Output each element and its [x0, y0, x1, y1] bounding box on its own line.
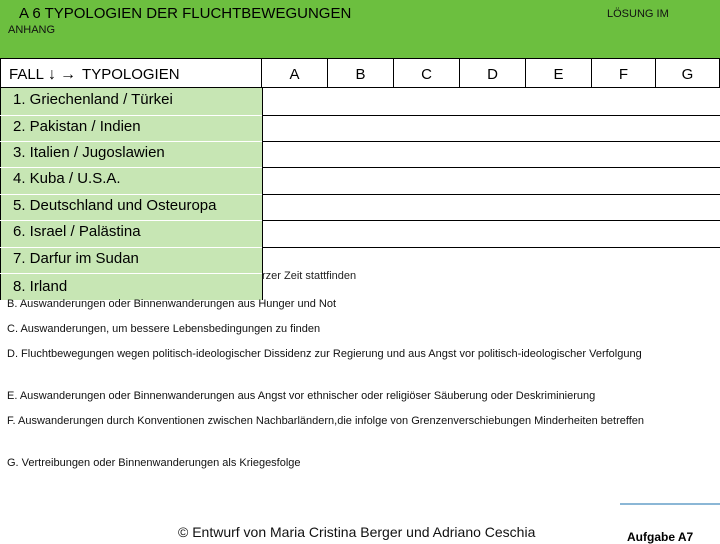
row-divider: [0, 194, 262, 195]
typologien-label: TYPOLOGIEN: [82, 66, 180, 83]
typology-table: [0, 58, 720, 300]
solution-note: LÖSUNG IM: [607, 8, 669, 20]
grid-line: [262, 220, 720, 221]
definition-f: F. Auswanderungen durch Konventionen zwischen Nachbarländern,die infolge von Grenzenverschiebungen Minderheiten betreffen: [7, 415, 644, 427]
footer-divider: [620, 503, 720, 505]
table-row: 3. Italien / Jugoslawien: [0, 141, 262, 167]
table-row: 8. Irland: [0, 273, 262, 300]
header-band: [0, 0, 720, 58]
arrow-right-icon: →: [60, 66, 77, 83]
column-header-e: E: [526, 58, 592, 88]
column-header-d: D: [460, 58, 526, 88]
row-divider: [0, 220, 262, 221]
table-row: 2. Pakistan / Indien: [0, 115, 262, 141]
fall-label: FALL: [9, 66, 45, 83]
page-subtitle: ANHANG: [8, 24, 56, 36]
column-header-c: C: [394, 58, 460, 88]
grid-line: [262, 167, 720, 168]
row-divider: [0, 273, 262, 274]
grid-line: [262, 88, 263, 300]
definition-e: E. Auswanderungen oder Binnenwanderungen aus Angst vor ethnischer oder religiöser Säuberung oder Deskriminierung: [7, 390, 596, 402]
column-header-g: G: [656, 58, 720, 88]
arrow-down-icon: ↓: [48, 66, 57, 83]
definition-c: C. Auswanderungen, um bessere Lebensbedingungen zu finden: [7, 323, 321, 335]
row-divider: [0, 141, 262, 142]
page-title: A 6 TYPOLOGIEN DER FLUCHTBEWEGUNGEN: [19, 5, 352, 22]
column-header-f: F: [592, 58, 656, 88]
column-header-b: B: [328, 58, 394, 88]
row-divider: [0, 247, 262, 248]
row-divider: [0, 115, 262, 116]
table-row: 1. Griechenland / Türkei: [0, 88, 262, 115]
task-label: Aufgabe A7: [627, 530, 694, 544]
table-row: 4. Kuba / U.S.A.: [0, 167, 262, 194]
grid-line: [262, 194, 720, 195]
row-divider: [0, 167, 262, 168]
footer-credit: © Entwurf von Maria Cristina Berger und Adriano Ceschia: [178, 524, 536, 540]
definition-a-fragment: rzer Zeit stattfinden: [262, 270, 357, 282]
table-row: 6. Israel / Palästina: [0, 220, 262, 247]
definition-g: G. Vertreibungen oder Binnenwanderungen als Kriegesfolge: [7, 457, 301, 469]
table-row: 5. Deutschland und Osteuropa: [0, 194, 262, 220]
definition-d: D. Fluchtbewegungen wegen politisch-ideologischer Dissidenz zur Regierung und aus Angst vor politisch-ideologischer Verfolgung: [7, 348, 642, 360]
grid-line: [262, 115, 720, 116]
grid-line: [262, 141, 720, 142]
fall-header-cell: [0, 58, 262, 88]
definition-b: B. Auswanderungen oder Binnenwanderungen aus Hunger und Not: [7, 298, 337, 310]
column-header-a: A: [262, 58, 328, 88]
table-row: 7. Darfur im Sudan: [0, 247, 262, 273]
grid-line: [262, 247, 720, 248]
